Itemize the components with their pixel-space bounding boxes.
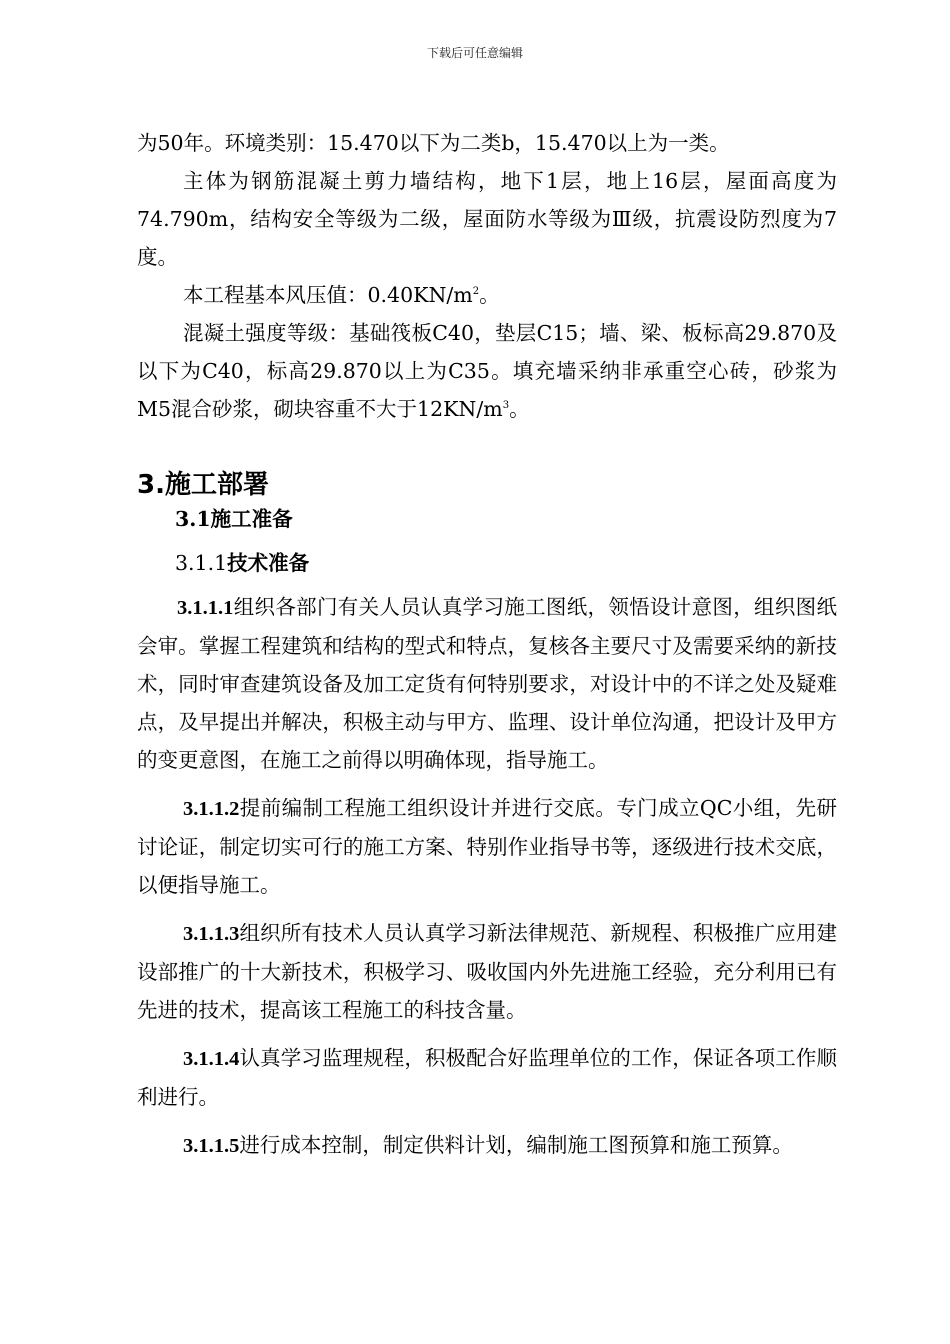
item-number: 3.1.1.4 <box>183 1048 240 1070</box>
document-body <box>137 124 837 1165</box>
item-number: 3.1.1.2 <box>183 798 240 820</box>
item-number: 3.1.1.1 <box>177 597 234 619</box>
concrete-grade-text: 混凝土强度等级：基础筏板C40，垫层C15；墙、梁、板标高29.870及以下为C40，标高29.870以上为C35。填充墙采纳非承重空心砖，砂浆为M5混合砂浆，砌块容重不大于12KN/m <box>137 321 837 421</box>
paragraph-design-life: 为50年。环境类别：15.470以下为二类b，15.470以上为一类。 <box>137 131 730 155</box>
subsubsection-label: 技术准备 <box>227 551 310 575</box>
item-text: 进行成本控制，制定供料计划，编制施工图预算和施工预算。 <box>239 1133 793 1157</box>
item-text: 组织各部门有关人员认真学习施工图纸，领悟设计意图，组织图纸会审。掌握工程建筑和结构的型式和特点，复核各主要尺寸及需要采纳的新技术，同时审查建筑设备及加工定货有何特别要求，对设计中的不详之处及疑难点，及早提出并解决，积极主动与甲方、监理、设计单位沟通，把设计及甲方的变更意图，在施工之前得以明确体现，指导施工。 <box>137 595 837 772</box>
wind-pressure-text: 本工程基本风压值：0.40KN/m <box>183 283 473 307</box>
page-header: 下载后可任意编辑 <box>426 46 523 60</box>
item-paragraph <box>137 1039 837 1116</box>
paragraph-structure: 主体为钢筋混凝土剪力墙结构，地下1层，地上16层，屋面高度为74.790m，结构安全等级为二级，屋面防水等级为Ⅲ级，抗震设防烈度为7度。 <box>137 169 837 269</box>
superscript-2: 2 <box>472 286 480 298</box>
item-paragraph <box>137 588 837 779</box>
paragraph-concrete-grade <box>137 314 837 428</box>
subsection-title: 3.1施工准备 <box>175 507 293 531</box>
item-paragraph <box>137 789 837 904</box>
subsubsection-title <box>175 544 837 582</box>
concrete-grade-end: 。 <box>509 397 530 421</box>
section-title: 3.施工部署 <box>137 470 269 500</box>
item-paragraph <box>137 1126 837 1165</box>
item-text: 提前编制工程施工组织设计并进行交底。专门成立QC小组，先研讨论证，制定切实可行的施工方案、特别作业指导书等，逐级进行技术交底，以便指导施工。 <box>137 796 837 897</box>
item-text: 认真学习监理规程，积极配合好监理单位的工作，保证各项工作顺利进行。 <box>137 1046 837 1109</box>
subsubsection-number: 3.1.1 <box>175 551 228 575</box>
wind-pressure-end: 。 <box>479 283 500 307</box>
paragraph-wind-pressure <box>137 276 837 314</box>
item-number: 3.1.1.3 <box>183 923 240 945</box>
item-text: 组织所有技术人员认真学习新法律规范、新规程、积极推广应用建设部推广的十大新技术，积极学习、吸收国内外先进施工经验，充分利用已有先进的技术，提高该工程施工的科技含量。 <box>137 921 837 1022</box>
superscript-3: 3 <box>502 400 510 412</box>
item-number: 3.1.1.5 <box>183 1135 240 1157</box>
item-paragraph <box>137 914 837 1029</box>
